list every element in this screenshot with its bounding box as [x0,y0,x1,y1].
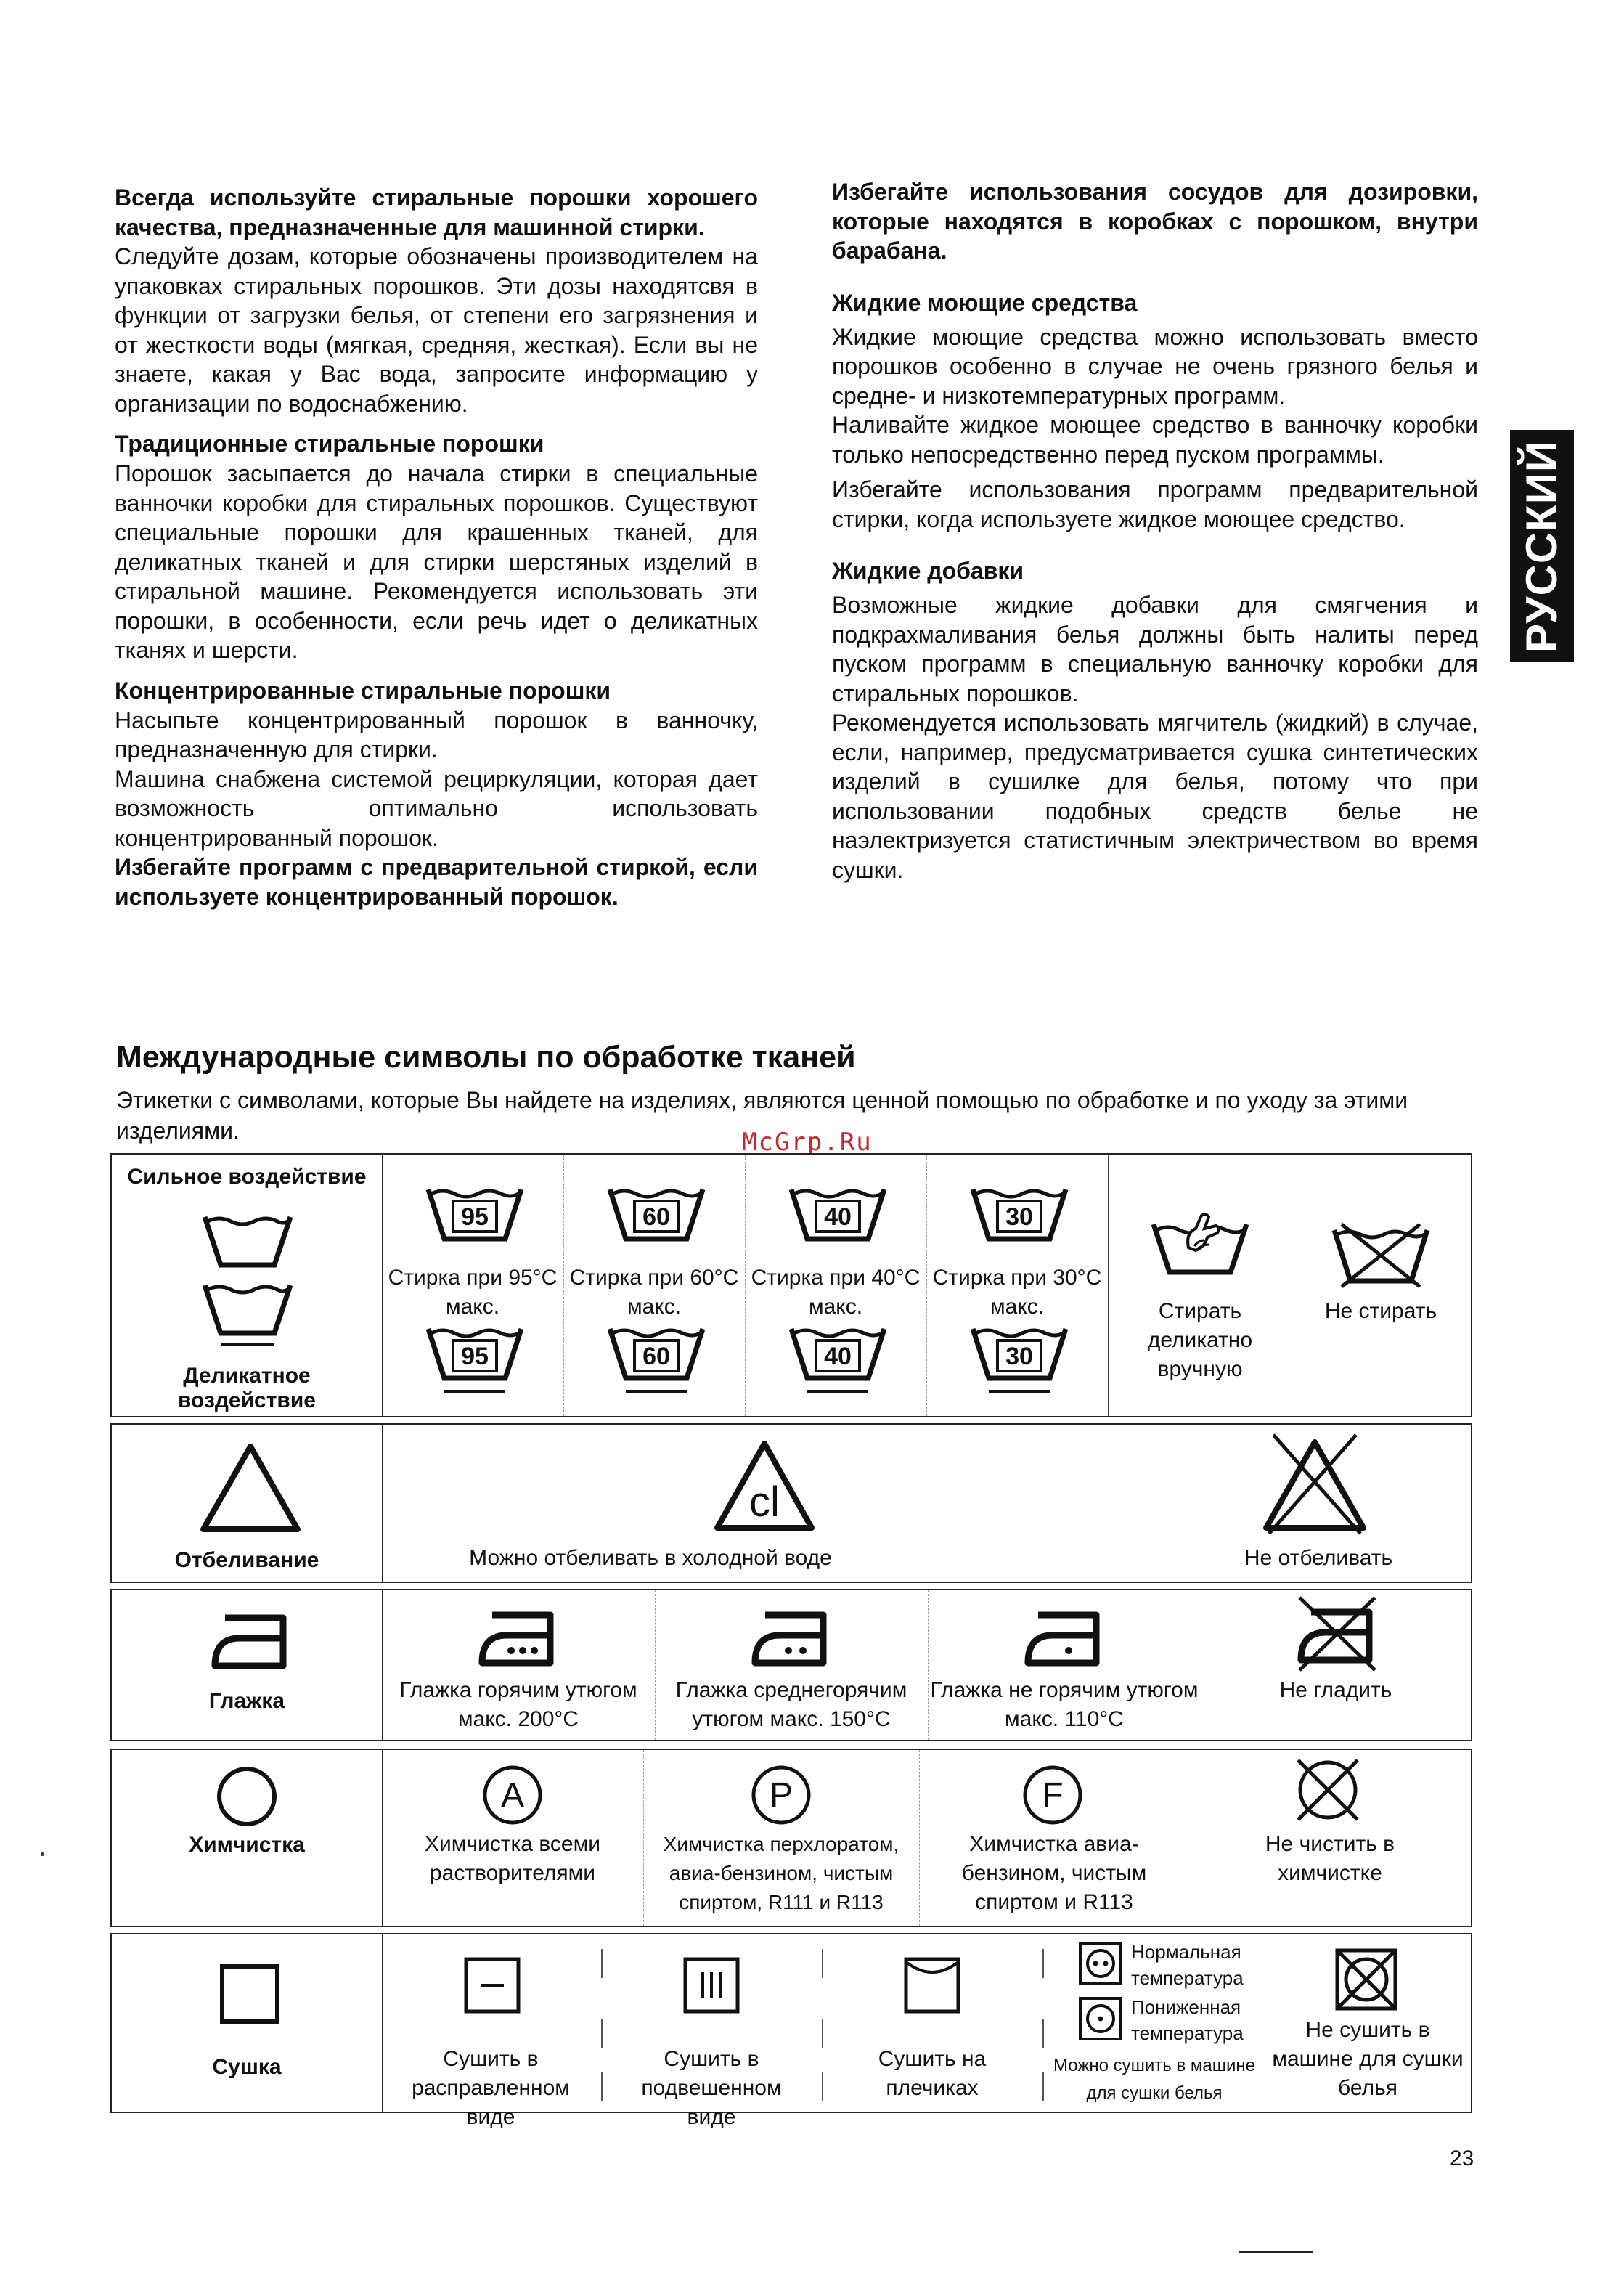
drycleaning-f-icon [1021,1763,1085,1827]
additives-heading: Жидкие добавки [832,558,1024,584]
liquid-paragraph-3: Избегайте использования программ предварительной стирки, когда используете жидкое моющее средство. [832,476,1478,532]
drycleaning-p-icon [749,1763,813,1827]
washtub-95-delicate-icon [425,1326,524,1399]
no-drycleaning-label: Не чистить в химчистке [1265,1832,1395,1885]
left-column [115,183,758,911]
no-iron-label: Не гладить [1279,1678,1392,1702]
wash-30-top-number: 30 [1005,1203,1033,1231]
concentrated-paragraph-2: Машина снабжена системой рециркуляции, которая дает возможность оптимально использовать концентрированный порошок. [115,765,758,851]
no-tumble-cell [1265,1934,1471,2112]
drying-header-label: Сушка [212,2055,282,2079]
bleach-panel [110,1423,1472,1583]
drying-header [112,1934,383,2112]
drycleaning-a-icon [481,1763,544,1827]
no-wash-cell [1291,1155,1471,1416]
washtub-40-delicate-icon [788,1326,887,1399]
ironing-panel [110,1589,1472,1741]
iron-medium-cell [655,1590,929,1740]
quality-powder-note: Всегда используйте стиральные порошки хорошего качества, предназначенные для машинной стирки. [115,184,758,240]
iron-hot-icon [478,1606,559,1669]
footer-rule [1239,2251,1313,2253]
tumble-normal-icon [1077,1940,1124,1987]
iron-medium-label: Глажка среднегорячим утюгом макс. 150°C [675,1678,907,1731]
bleach-header-label: Отбеливание [174,1548,319,1572]
washtub-strong-icon [202,1214,293,1269]
drycleaning-p-mark: P [769,1776,793,1815]
drycleaning-f-label: Химчистка авиа-бензином, чистым спиртом и R113 [961,1832,1147,1914]
wash-30-bottom-number: 30 [1005,1343,1033,1370]
washtub-30-icon [970,1187,1069,1248]
iron-hot-cell [382,1590,656,1740]
tumble-low-icon [1077,1995,1124,2042]
no-wash-label: Не стирать [1324,1299,1437,1323]
washtub-60-delicate-icon [607,1326,706,1399]
liquid-paragraph-2: Наливайте жидкое моющее средство в ванночку коробки только непосредственно перед пуском программы. [832,412,1478,468]
delicate-action-label: Деликатное воздействие [177,1364,316,1412]
dry-hang-icon [682,1956,740,2014]
ironing-header-label: Глажка [208,1689,285,1713]
additives-paragraph-2: Рекомендуется использовать мягчитель (жидкий) в случае, если, например, предусматривается сушка синтетических изделий в сушилке для белья, потому что при использовании подобных средств белье не наэлектризуется статистичным электричеством во время сушки. [832,709,1478,883]
dry-flat-cell [382,1934,600,2129]
page-number: 23 [1450,2146,1474,2170]
wash-60-label: Стирка при 60°C макс. [569,1266,739,1319]
wash-95-top-number: 95 [461,1203,489,1231]
chlorine-mark: cl [749,1478,780,1526]
symbols-intro: Этикетки с символами, которые Вы найдете на изделиях, являются ценной помощью по обработке и по уходу за этими изделиями. [116,1087,1408,1144]
strong-action-label: Сильное воздействие [127,1165,367,1189]
concentrated-warning: Избегайте программ с предварительной стиркой, если используете концентрированный порошок. [115,854,758,910]
tumble-low-label: Пониженная температура [1131,1996,1244,2044]
wash-40-top-number: 40 [824,1203,852,1231]
no-drycleaning-cell [1189,1750,1471,1926]
no-tumble-label: Не сушить в машине для сушки белья [1272,2018,1464,2100]
dosing-vessel-warning: Избегайте использования сосудов для дозировки, которые находятся в коробках с порошком, внутри барабана. [832,179,1478,264]
wash-95-cell [382,1155,564,1416]
dry-hangers-label: Сушить на плечиках [878,2047,987,2100]
no-bleach-icon [1260,1432,1369,1537]
symbols-title: Международные символы по обработке тканей [116,1040,856,1075]
liquid-heading: Жидкие моющие средства [832,289,1138,316]
drycleaning-header-label: Химчистка [189,1833,305,1857]
drying-square-icon [219,1963,280,2024]
tumble-normal-label: Нормальная температура [1131,1941,1244,1989]
no-bleach-label: Не отбеливать [1244,1546,1393,1570]
hand-wash-cell [1108,1155,1292,1416]
ironing-header [112,1590,383,1740]
wash-60-bottom-number: 60 [642,1343,670,1370]
wash-95-bottom-number: 95 [461,1343,489,1370]
chlorine-bleach-icon [711,1438,817,1535]
no-wash-icon [1331,1223,1430,1288]
wash-40-bottom-number: 40 [824,1343,852,1370]
dry-hang-label: Сушить в подвешенном виде [641,2047,782,2129]
bleach-header [112,1425,383,1582]
no-iron-icon [1294,1595,1381,1673]
drycleaning-f-cell [919,1750,1189,1926]
dry-flat-label: Сушить в расправленном виде [412,2047,570,2129]
concentrated-paragraph-1: Насыпьте концентрированный порошок в ванночку, предназначенную для стирки. [115,707,758,762]
hand-wash-icon [1151,1211,1249,1277]
no-iron-cell [1201,1590,1471,1740]
no-bleach-cell [1108,1425,1471,1582]
tumble-dry-cell [1044,1934,1265,2112]
bleach-triangle-icon [197,1441,303,1535]
wash-60-top-number: 60 [642,1203,670,1231]
bleach-cold-cell [382,1425,1108,1582]
bleach-cold-label: Можно отбеливать в холодной воде [469,1546,832,1570]
drycleaning-panel [110,1749,1472,1927]
liquid-paragraph-1: Жидкие моющие средства можно использовать вместо порошков особенно в случае не очень грязного белья и средне- и низкотемпературных программ. [832,323,1478,409]
iron-cool-icon [1024,1606,1105,1669]
dosage-paragraph: Следуйте дозам, которые обозначены производителем на упаковках стиральных порошков. Эти дозы находятсвя в функции от загрузки белья, от степени его загрязнения и от жесткости воды (мягкая, средняя, жесткая). Если вы не знаете, какая у Вас вода, запросите информацию у организации по водоснабжению. [115,243,758,417]
drycleaning-a-mark: A [500,1776,525,1815]
traditional-heading: Традиционные стиральные порошки [115,431,544,457]
wash-30-label: Стирка при 30°C макс. [932,1266,1102,1319]
washtub-delicate-icon [202,1282,293,1349]
dry-flat-icon [463,1956,521,2014]
washtub-40-icon [788,1187,887,1248]
wash-30-cell [926,1155,1109,1416]
dry-hang-cell [603,1934,820,2129]
washtub-30-delicate-icon [970,1326,1069,1399]
no-tumble-icon [1333,1946,1400,2013]
scan-speck [41,1852,44,1856]
washing-panel [110,1153,1472,1417]
drying-panel [110,1933,1472,2129]
dry-hangers-cell [823,1934,1041,2112]
drycleaning-f-mark: F [1042,1776,1064,1815]
drycleaning-a-label: Химчистка всеми растворителями [425,1832,600,1885]
language-tab [1510,430,1574,662]
traditional-paragraph: Порошок засыпается до начала стирки в специальные ванночки коробки для стиральных порошков. Существуют специальные порошки для крашенных тканей, для деликатных тканей и для стирки шерстяных изделий в стиральной машине. Рекомендуется использовать эти порошки, в особенности, если речь идет о деликатных тканях и шерсти. [115,460,758,663]
hand-wash-label: Стирать деликатно вручную [1147,1299,1253,1381]
drycleaning-p-cell [643,1750,920,1926]
wash-40-label: Стирка при 40°C макс. [751,1266,921,1319]
iron-icon [211,1609,292,1672]
wash-40-cell [745,1155,927,1416]
iron-cool-label: Глажка не горячим утюгом макс. 110°C [930,1678,1199,1731]
drycleaning-p-label: Химчистка перхлоратом, авиа-бензином, чистым спиртом, R111 и R113 [663,1833,899,1913]
concentrated-heading: Концентрированные стиральные порошки [115,677,611,704]
drycleaning-header [112,1750,383,1926]
iron-cool-cell [928,1590,1201,1740]
wash-60-cell [563,1155,746,1416]
dry-hangers-icon [903,1956,961,2014]
language-tab-label: РУССКИЙ [1517,439,1567,653]
iron-medium-icon [751,1606,832,1669]
tumble-ok-label: Можно сушить в машине для сушки белья [1053,2056,1255,2103]
wash-95-label: Стирка при 95°C макс. [388,1266,558,1319]
washtub-95-icon [425,1187,524,1248]
additives-paragraph-1: Возможные жидкие добавки для смягчения и подкрахмаливания белья должны быть налиты перед пуском программ в специальную ванночку коробки для стиральных порошков. [832,592,1478,707]
washtub-60-icon [607,1187,706,1248]
no-drycleaning-icon [1291,1753,1365,1827]
drycleaning-a-cell [382,1750,644,1926]
drycleaning-circle-icon [215,1765,279,1828]
right-column [832,177,1478,884]
washing-header [112,1155,383,1416]
watermark: McGrp.Ru [742,1128,873,1157]
iron-hot-label: Глажка горячим утюгом макс. 200°C [399,1678,637,1731]
